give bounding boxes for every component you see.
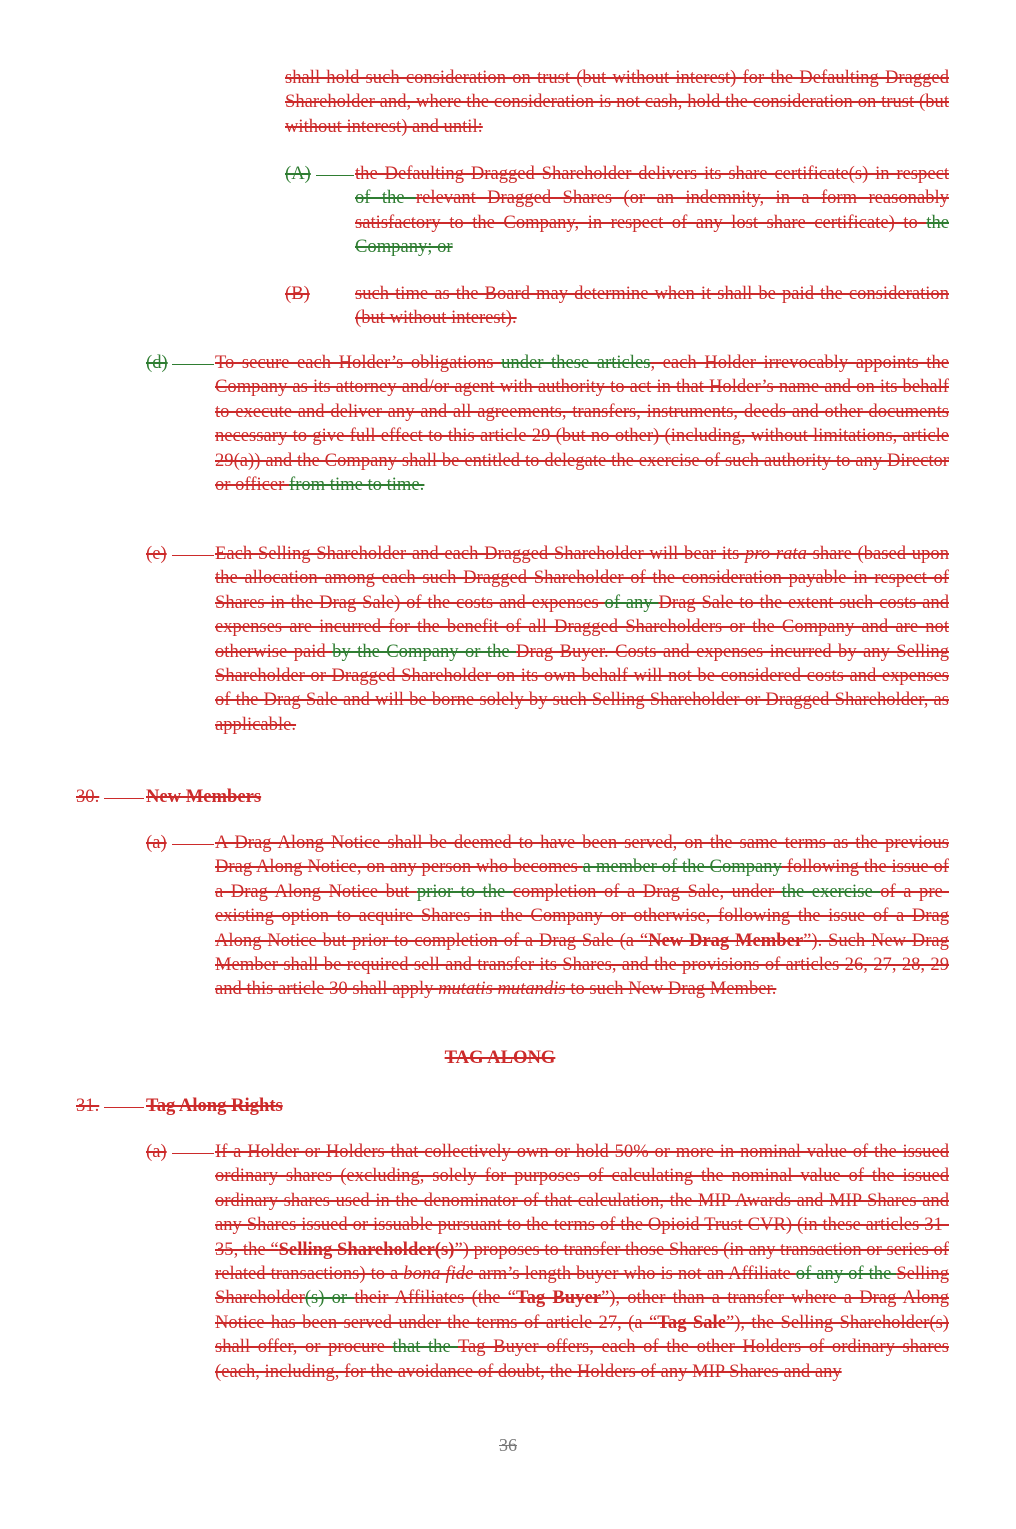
section-30-number: 30. xyxy=(76,786,100,807)
sub-b-paragraph: such time as the Board may determine when it shall be paid the consideration (but without interest). xyxy=(355,283,949,329)
section-31-leader xyxy=(104,1107,144,1108)
section-30-title: New Members xyxy=(146,786,262,807)
intro-paragraph xyxy=(285,66,949,139)
para-31a-paragraph: If a Holder or Holders that collectively own or hold 50% or more in nominal value of the issued ordinary shares (excluding, solely for purposes of calculating the nominal value of the issued ordinary shares used in the denominator of that calculation, the MIP Awards and MIP Shares and any Shares issued or issuable pursuant to the terms of the Opioid Trust CVR) (in these articles 31-35, the “Selling Shareholder(s)”) proposes to transfer those Shares (in any transaction or series of related transactions) to a bona fide arm’s length buyer who is not an Affiliate of any of the Selling Shareholder(s) or their Affiliates (the “Tag Buyer”), other than a transfer where a Drag Along Notice has been served under the terms of article 27, (a “Tag Sale”), the Selling Shareholder(s) shall offer, or procure that the Tag Buyer offers, each of the other Holders of ordinary shares (each, including, for the avoidance of doubt, the Holders of any MIP Shares and any xyxy=(215,1141,950,1382)
para-e-leader xyxy=(172,555,214,556)
para-d-paragraph: To secure each Holder’s obligations under these articles, each Holder irrevocably appoints the Company as its attorney and/or agent with authority to act in that Holder’s name and on its behalf to execute and deliver any and all agreements, transfers, instruments, deeds and other documents necessary to give full effect to this article 29 (but no other) (including, without limitations, article 29(a)) and the Company shall be entitled to delegate the exercise of such authority to any Director or officer from time to time. xyxy=(215,352,949,496)
para-31a-leader xyxy=(172,1153,214,1154)
para-30a-label: (a) xyxy=(146,832,167,853)
sub-a-paragraph: the Defaulting Dragged Shareholder delivers its share certificate(s) in respect of the relevant Dragged Shares (or an indemnity, in a form reasonably satisfactory to the Company, in respect of any lost share certificate) to the Company; or xyxy=(355,163,949,258)
para-d-leader xyxy=(172,364,214,365)
sub-b-label: (B) xyxy=(285,283,310,304)
tag-along-heading: TAG ALONG xyxy=(444,1047,556,1068)
intro-text: shall hold such consideration on trust (but without interest) for the Defaulting Dragged Shareholder and, where the consideration is not cash, hold the consideration on trust (but without interest) and until: xyxy=(285,67,949,137)
page-number: 36 xyxy=(499,1435,517,1455)
para-e-paragraph: Each Selling Shareholder and each Dragged Shareholder will bear its pro rata share (based upon the allocation among each such Dragged Shareholder of the consideration payable in respect of Shares in the Drag Sale) of the costs and expenses of any Drag Sale to the extent such costs and expenses are incurred for the benefit of all Dragged Shareholders or the Company and are not otherwise paid by the Company or the Drag Buyer. Costs and expenses incurred by any Selling Shareholder or Dragged Shareholder on its own behalf will not be considered costs and expenses of the Drag Sale and will be borne solely by such Selling Shareholder or Dragged Shareholder, as applicable. xyxy=(215,543,949,735)
sub-a-leader xyxy=(316,175,354,176)
para-d-label: (d) xyxy=(146,352,168,373)
para-e-label: (e) xyxy=(146,543,167,564)
para-31a-label: (a) xyxy=(146,1141,167,1162)
section-30-leader xyxy=(104,798,144,799)
para-30a-leader xyxy=(172,844,214,845)
section-31-title: Tag Along Rights xyxy=(146,1095,283,1116)
section-31-number: 31. xyxy=(76,1095,100,1116)
para-30a-paragraph: A Drag Along Notice shall be deemed to have been served, on the same terms as the previous Drag Along Notice, on any person who becomes a member of the Company following the issue of a Drag Along Notice but prior to the completion of a Drag Sale, under the exercise of a pre-existing option to acquire Shares in the Company or otherwise, following the issue of a Drag Along Notice but prior to completion of a Drag Sale (a “New Drag Member”). Such New Drag Member shall be required sell and transfer its Shares, and the provisions of articles 26, 27, 28, 29 and this article 30 shall apply mutatis mutandis to such New Drag Member. xyxy=(215,832,949,1000)
sub-a-label: (A) xyxy=(285,163,311,184)
